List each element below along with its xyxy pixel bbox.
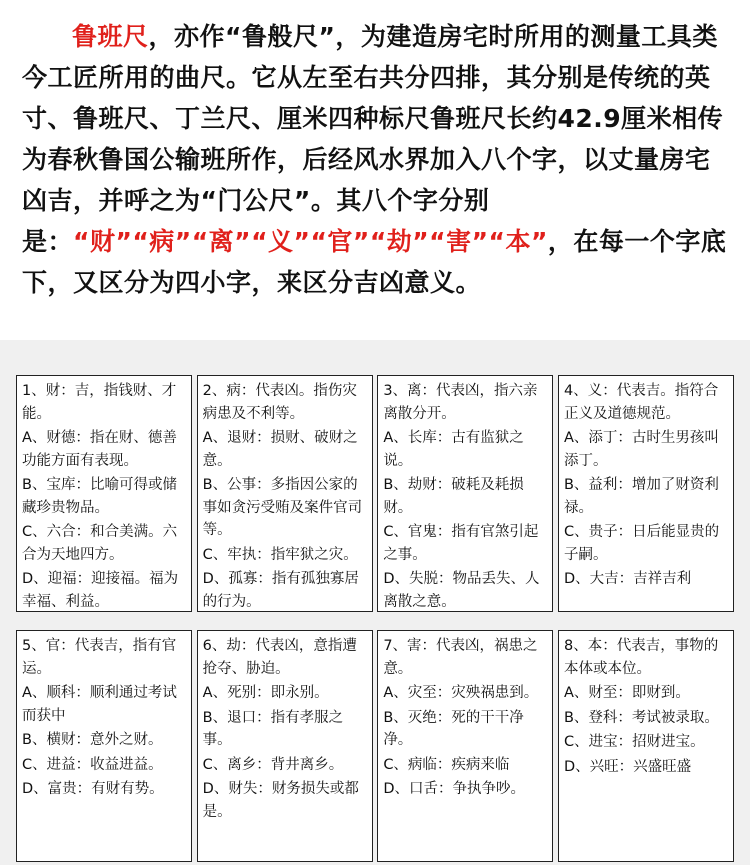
divider-band: [0, 340, 750, 375]
box-heading: 5、官：代表吉，指有官运。: [22, 638, 177, 677]
box-entry-d: D、富贵：有财有势。: [22, 781, 164, 797]
box-entry-b: B、登科：考试被录取。: [563, 709, 719, 726]
box-entry-b: B、退口：指有孝服之事。: [202, 709, 344, 748]
box-entry-d: D、口舌：争执争吵。: [383, 781, 525, 797]
intro-term: 鲁班尺: [72, 22, 149, 51]
intro-text-1: ，亦作“鲁般尺”，为建造房宅时所用的测量工具类今工匠所用的曲尺。它从左至右共分四排，其分别是传统的英寸、鲁班尺、丁兰尺、厘米四种标尺鲁班尺长约42.9厘米相传为春秋鲁国公输班所作，后经风水界加入八个字，以丈量房宅凶吉，并呼之为“门公尺”。其八个字分别是：: [22, 22, 724, 256]
box-entry-a: A、添丁：古时生男孩叫添丁。: [563, 430, 719, 469]
intro-paragraph: [22, 16, 732, 303]
box-heading: 6、劫：代表凶，意指遭抢夺、胁迫。: [202, 638, 357, 677]
box-hai: [377, 630, 553, 862]
box-heading: 1、财：吉，指钱财、才能。: [22, 383, 177, 422]
table-row-1: [0, 375, 750, 630]
box-entry-b: B、劫财：破耗及耗损财。: [383, 477, 524, 516]
box-guan: [16, 630, 192, 862]
box-bing: [197, 375, 373, 612]
box-entry-a: A、财德：指在财、德善功能方面有表现。: [22, 430, 177, 469]
box-entry-c: C、牢执：指牢狱之灾。: [202, 546, 358, 563]
box-heading: 7、害：代表凶，祸患之意。: [383, 638, 538, 677]
box-entry-b: B、灭绝：死的干干净净。: [383, 709, 524, 748]
box-entry-b: B、宝库：比喻可得或储藏珍贵物品。: [22, 477, 177, 516]
box-entry-b: B、益利：增加了财资利禄。: [563, 477, 719, 516]
box-entry-d: D、财失：财务损失或都是。: [202, 781, 359, 820]
box-jie: [197, 630, 373, 862]
box-entry-d: D、迎福：迎接福。福为幸福、利益。: [22, 571, 179, 610]
box-entry-a: A、顺科：顺利通过考试而获中: [22, 685, 177, 724]
box-entry-c: C、官鬼：指有官煞引起之事。: [383, 524, 539, 563]
box-entry-d: D、大吉：吉祥吉利: [563, 571, 692, 587]
table-row-2: [0, 630, 750, 865]
box-entry-c: C、进益：收益进益。: [22, 756, 163, 773]
box-li: [377, 375, 553, 612]
box-entry-a: A、财至：即财到。: [563, 685, 690, 701]
box-entry-c: C、进宝：招财进宝。: [563, 734, 705, 750]
box-heading: 4、义：代表吉。指符合正义及道德规范。: [563, 383, 719, 422]
box-entry-c: C、贵子：日后能显贵的子嗣。: [563, 524, 720, 563]
intro-eight-chars: “财”“病”“离”“义”“官”“劫”“害”“本”: [73, 227, 548, 256]
box-entry-d: D、失脱：物品丢失、人离散之意。: [383, 571, 540, 610]
box-entry-a: A、长库：古有监狱之说。: [383, 430, 524, 469]
box-entry-c: C、离乡：背井离乡。: [202, 756, 344, 773]
box-entry-b: B、公事：多指因公家的事如贪污受贿及案件官司等。: [202, 477, 363, 538]
box-heading: 2、病：代表凶。指伤灾病患及不利等。: [202, 383, 357, 422]
box-entry-a: A、灾至：灾殃祸患到。: [383, 685, 539, 701]
box-entry-b: B、横财：意外之财。: [22, 732, 163, 748]
box-entry-d: D、兴旺：兴盛旺盛: [563, 758, 692, 775]
box-yi: [558, 375, 734, 612]
box-entry-c: C、六合：和合美满。六合为天地四方。: [22, 524, 178, 563]
box-entry-a: A、退财：损财、破财之意。: [202, 430, 358, 469]
box-entry-c: C、病临：疾病来临: [383, 756, 510, 773]
box-heading: 3、离：代表凶，指六亲离散分开。: [383, 383, 538, 422]
box-entry-d: D、孤寡：指有孤独寡居的行为。: [202, 571, 359, 610]
intro-text-2: ，在每一个字底下，又区分为四小字，来区分吉凶意义。: [22, 227, 727, 297]
box-heading: 8、本：代表吉，事物的本体或本位。: [563, 638, 719, 677]
box-cai: [16, 375, 192, 612]
box-entry-a: A、死别：即永别。: [202, 685, 329, 701]
box-ben: [558, 630, 734, 862]
